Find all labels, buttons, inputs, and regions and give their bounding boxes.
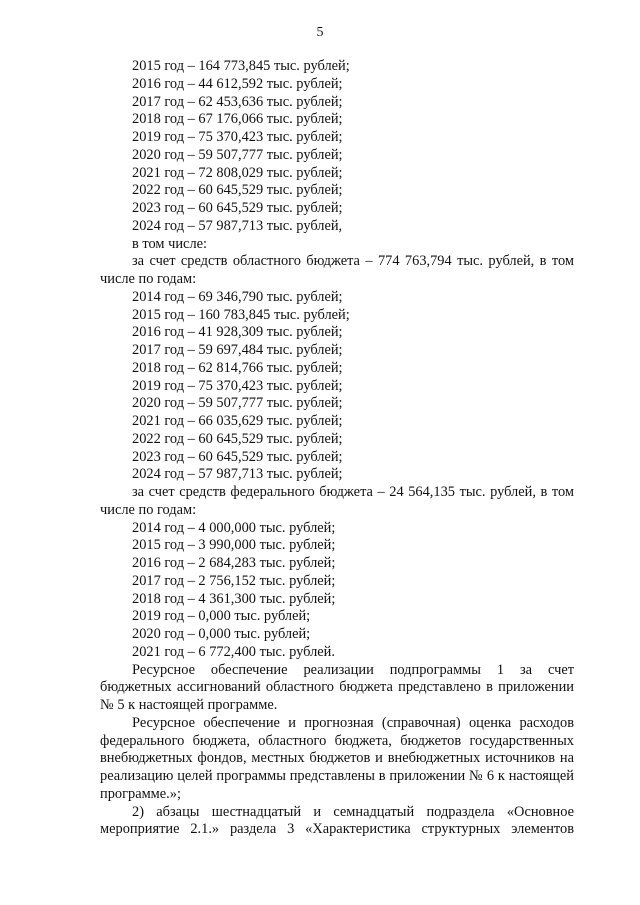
- list-item: 2022 год – 60 645,529 тыс. рублей;: [132, 430, 343, 447]
- list-item: 2022 год – 60 645,529 тыс. рублей;: [132, 182, 343, 199]
- list-item: 2014 год – 69 346,790 тыс. рублей;: [132, 288, 343, 305]
- list-item: 2021 год – 6 772,400 тыс. рублей.: [132, 643, 335, 660]
- page-number: 5: [316, 25, 324, 40]
- list-item: 2016 год – 2 684,283 тыс. рублей;: [132, 555, 336, 571]
- list-item: 2020 год – 59 507,777 тыс. рублей;: [132, 395, 343, 412]
- list-item: 2024 год – 57 987,713 тыс. рублей;: [132, 466, 343, 483]
- list-item: 2016 год – 44 612,592 тыс. рублей;: [132, 75, 343, 92]
- list-item: 2019 год – 75 370,423 тыс. рублей;: [132, 377, 343, 394]
- list-item: 2021 год – 72 808,029 тыс. рублей;: [132, 164, 343, 181]
- list-item: 2024 год – 57 987,713 тыс. рублей,: [132, 217, 343, 234]
- regional-funding-list: [100, 289, 574, 484]
- list-item: 2019 год – 75 370,423 тыс. рублей;: [132, 129, 343, 145]
- regional-budget-intro: за счет средств областного бюджета – 774 763,794 тыс. рублей, в том числе по годам:: [100, 253, 574, 287]
- list-item: 2018 год – 67 176,066 тыс. рублей;: [132, 111, 343, 128]
- list-item: 2015 год – 3 990,000 тыс. рублей;: [132, 537, 336, 554]
- list-item: 2023 год – 60 645,529 тыс. рублей;: [132, 200, 343, 216]
- list-item: 2017 год – 59 697,484 тыс. рублей;: [132, 342, 343, 358]
- list-item: 2015 год – 160 783,845 тыс. рублей;: [132, 306, 350, 323]
- list-item: 2018 год – 4 361,300 тыс. рублей;: [132, 590, 336, 607]
- list-item: 2014 год – 4 000,000 тыс. рублей;: [132, 519, 336, 536]
- list-item: 2018 год – 62 814,766 тыс. рублей;: [132, 359, 343, 376]
- list-item: 2017 год – 62 453,636 тыс. рублей;: [132, 93, 343, 110]
- list-item: 2023 год – 60 645,529 тыс. рублей;: [132, 448, 343, 465]
- federal-funding-list: [100, 520, 574, 662]
- list-item: 2015 год – 164 773,845 тыс. рублей;: [132, 58, 350, 74]
- list-item: 2021 год – 66 035,629 тыс. рублей;: [132, 413, 343, 429]
- list-item: 2020 год – 59 507,777 тыс. рублей;: [132, 146, 343, 163]
- federal-budget-intro: за счет средств федерального бюджета – 24 564,135 тыс. рублей, в том числе по годам:: [100, 484, 574, 518]
- list-item: 2019 год – 0,000 тыс. рублей;: [132, 608, 311, 625]
- resource-provision-paragraph: Ресурсное обеспечение реализации подпрограммы 1 за счет бюджетных ассигнований областного бюджета представлено в приложении № 5 к настоящей программе.: [100, 661, 574, 713]
- forecast-assessment-paragraph: Ресурсное обеспечение и прогнозная (справочная) оценка расходов федерального бюджета, областного бюджета, бюджетов государственных внебюджетных фондов, местных бюджетов и внебюджетных источников на реализацию целей программы представлены в приложении № 6 к настоящей программе.»;: [100, 714, 574, 802]
- in-total-label: в том числе:: [132, 235, 208, 252]
- list-item: 2020 год – 0,000 тыс. рублей;: [132, 626, 311, 642]
- list-item: 2016 год – 41 928,309 тыс. рублей;: [132, 324, 343, 341]
- total-funding-list: [100, 58, 574, 236]
- document-body: [100, 58, 574, 839]
- amendment-item-paragraph: 2) абзацы шестнадцатый и семнадцатый подраздела «Основное мероприятие 2.1.» раздела 3 «Характеристика структурных элементов: [100, 803, 574, 838]
- list-item: 2017 год – 2 756,152 тыс. рублей;: [132, 572, 336, 589]
